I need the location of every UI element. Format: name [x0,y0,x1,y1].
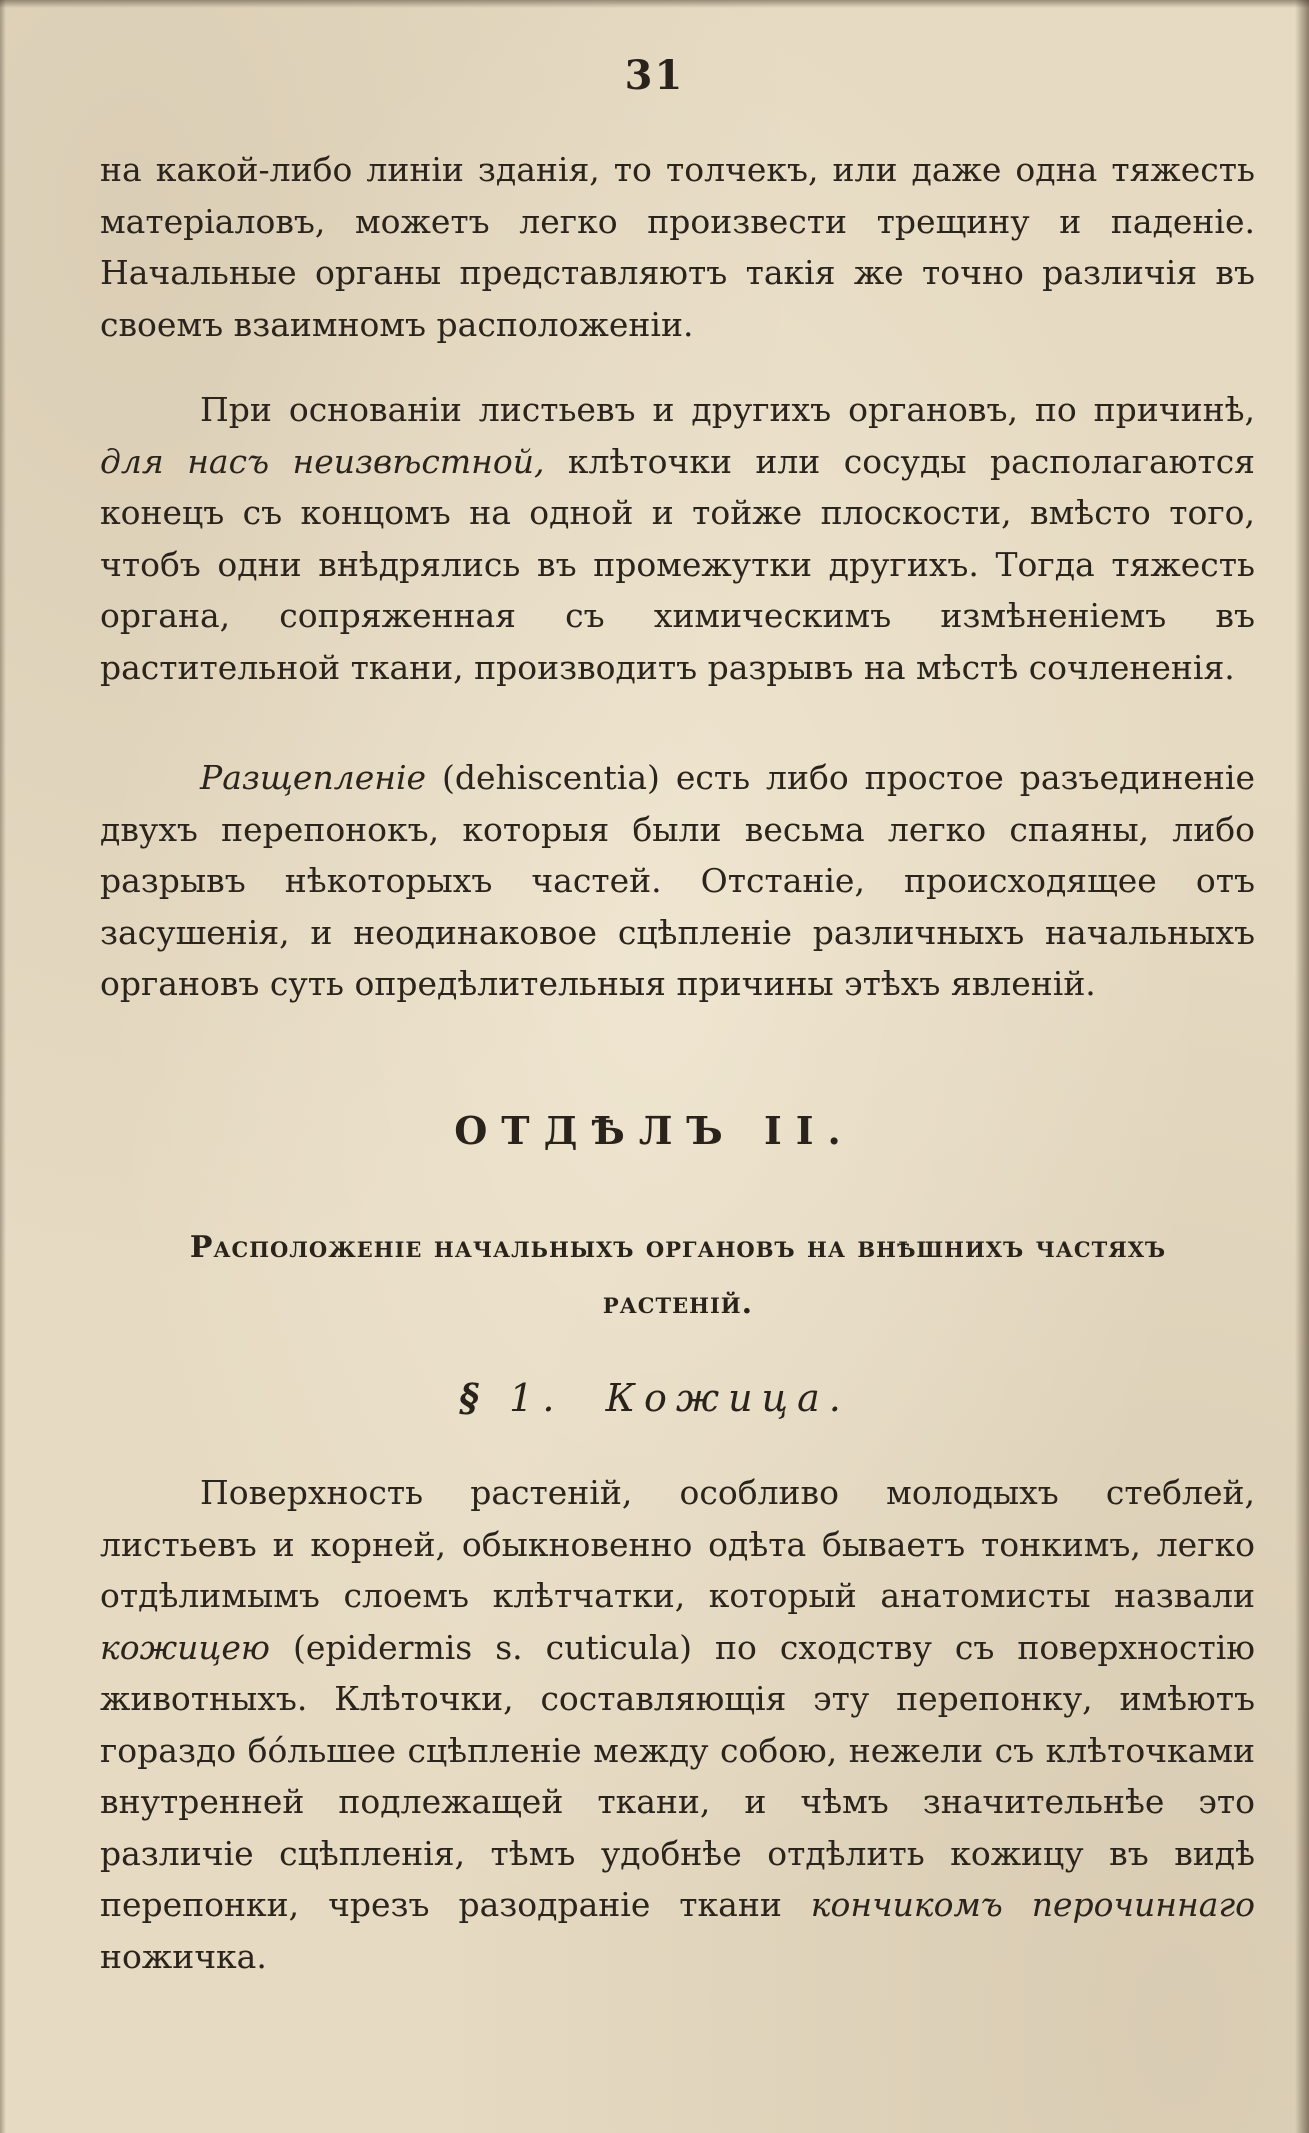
paragraph-text: ножичка. [100,1936,267,1976]
paragraph-text: (dehiscentia) есть либо простое разъединеніе двухъ перепонокъ, которыя были весьма легко спаяны, либо разрывъ нѣкоторыхъ частей. Отстаніе, происходящее отъ засушенія, и неодинаковое сцѣпленіе различныхъ начальныхъ органовъ суть опредѣлительныя причины этѣхъ явленій. [100,758,1255,1003]
paragraph-heading-title: Кожица. [605,1376,850,1420]
paragraph-text: (epidermis s. cuticula) по сходству съ поверхностію животныхъ. Клѣточки, составляющія эту перепонку, имѣютъ гораздо бóльшее сцѣпленіе между собою, нежели съ клѣточками внутренней подлежащей ткани, и чѣмъ значительнѣе это различіе сцѣпленія, тѣмъ удобнѣе отдѣлить кожицу въ видѣ перепонки, чрезъ разодраніе ткани [100,1627,1255,1924]
paragraph-italic-text: кончикомъ перочиннаго [810,1885,1255,1924]
paragraph-epidermis [100,1467,1255,1982]
paragraph-continuation: на какой-либо линіи зданія, то толчекъ, или даже одна тяжесть матеріаловъ, можетъ легко произвести трещину и паденіе. Начальные органы представляютъ такія же точно различія въ своемъ взаимномъ расположеніи. [100,150,1255,344]
paragraph-text: клѣточки или сосуды располагаются конецъ съ концомъ на одной и тойже плоскости, вмѣсто того, чтобъ одни внѣдрялись въ промежутки другихъ. Тогда тяжесть органа, сопряженная съ химическимъ измѣненіемъ въ растительной ткани, производитъ разрывъ на мѣстѣ сочлененія. [100,441,1256,687]
section-title: ОТДѢЛЪ II. [454,1108,855,1153]
paragraph-italic-text: для насъ неизвѣстной, [100,441,545,481]
paragraph-text: Поверхность растеній, особливо молодыхъ стеблей, листьевъ и корней, обыкновенно одѣта бываетъ тонкимъ, легко отдѣлимымъ слоемъ клѣтчатки, который анатомисты назвали [100,1473,1255,1615]
page-number: 31 [624,52,685,99]
section-symbol: § [459,1375,489,1420]
paragraph-leaf-base [100,384,1255,693]
paragraph-heading [0,1375,1309,1420]
paragraph-italic-term: кожицею [100,1627,270,1667]
page-edge-shadow-right [1295,0,1309,2133]
paragraph-dehiscence [100,752,1255,1010]
page-edge-shadow-left [0,0,6,2133]
paragraph-heading-number: 1. [509,1376,564,1420]
paragraph-italic-term: Разщепленіе [200,758,427,797]
paragraph-text: При основаніи листьевъ и другихъ органовъ, по причинѣ, [200,390,1255,429]
section-subtitle: Расположеніе начальныхъ органовъ на внѣшнихъ частяхъ растеній. [189,1230,1167,1321]
page-edge-shadow-top [0,0,1309,8]
